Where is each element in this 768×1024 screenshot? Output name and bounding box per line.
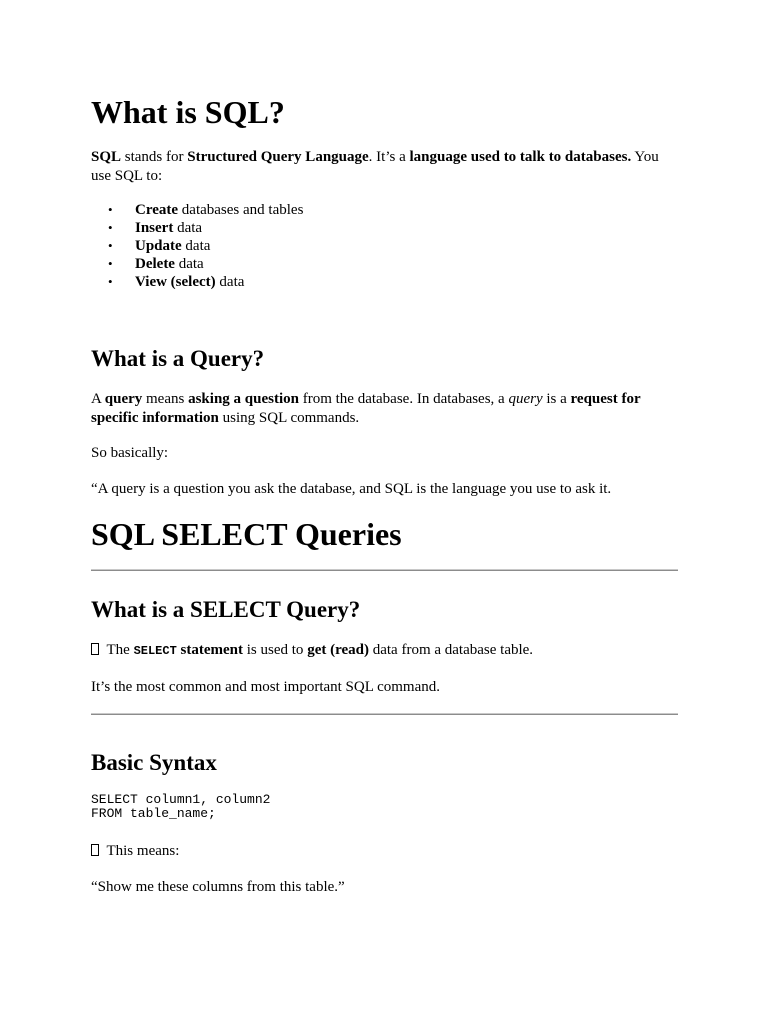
syntax-meaning-quote: “Show me these columns from this table.” [91,879,345,895]
term-language-databases: language used to talk to databases. [409,149,632,165]
sql-intro-paragraph: SQL stands for Structured Query Language. It’s a language used to talk to databases. You use SQL to: [91,149,659,184]
term-structured-query-language: Structured Query Language [187,149,369,165]
query-definition-paragraph: A query means asking a question from the database. In databases, a query is a request for specific information using SQL commands. [91,391,641,426]
list-item: • View (select) data [108,274,245,290]
list-item: • Insert data [108,220,203,236]
missing-glyph-icon [91,643,99,655]
bullet-icon: • [108,238,113,253]
this-means-text: This means: [91,842,678,861]
sql-uses-list [108,201,303,291]
inline-code: SELECT [133,644,177,658]
list-item: • Create databases and tables [108,202,304,218]
missing-glyph-icon [91,844,99,856]
bullet-icon: • [108,256,113,271]
select-definition-paragraph: The SELECT statement is used to get (read) data from a database table. [91,641,678,661]
so-basically-text: So basically: [91,445,169,461]
horizontal-rule [91,569,678,571]
heading-what-is-a-query: What is a Query? [91,346,265,371]
select-importance-text: It’s the most common and most important SQL command. [91,679,440,695]
bullet-icon: • [108,220,113,235]
query-summary-quote: “A query is a question you ask the database, and SQL is the language you use to ask it. [91,481,612,497]
horizontal-rule [91,713,678,715]
heading-what-is-select-query: What is a SELECT Query? [91,597,361,622]
syntax-code-block: SELECT column1, column2 FROM table_name; [91,792,271,821]
heading-sql-select-queries: SQL SELECT Queries [91,516,402,552]
list-item: • Delete data [108,256,204,272]
bullet-icon: • [108,274,113,289]
heading-what-is-sql: What is SQL? [91,94,285,130]
heading-basic-syntax: Basic Syntax [91,750,217,775]
list-item: • Update data [108,238,211,254]
bullet-icon: • [108,202,113,217]
term-sql: SQL [91,149,122,165]
